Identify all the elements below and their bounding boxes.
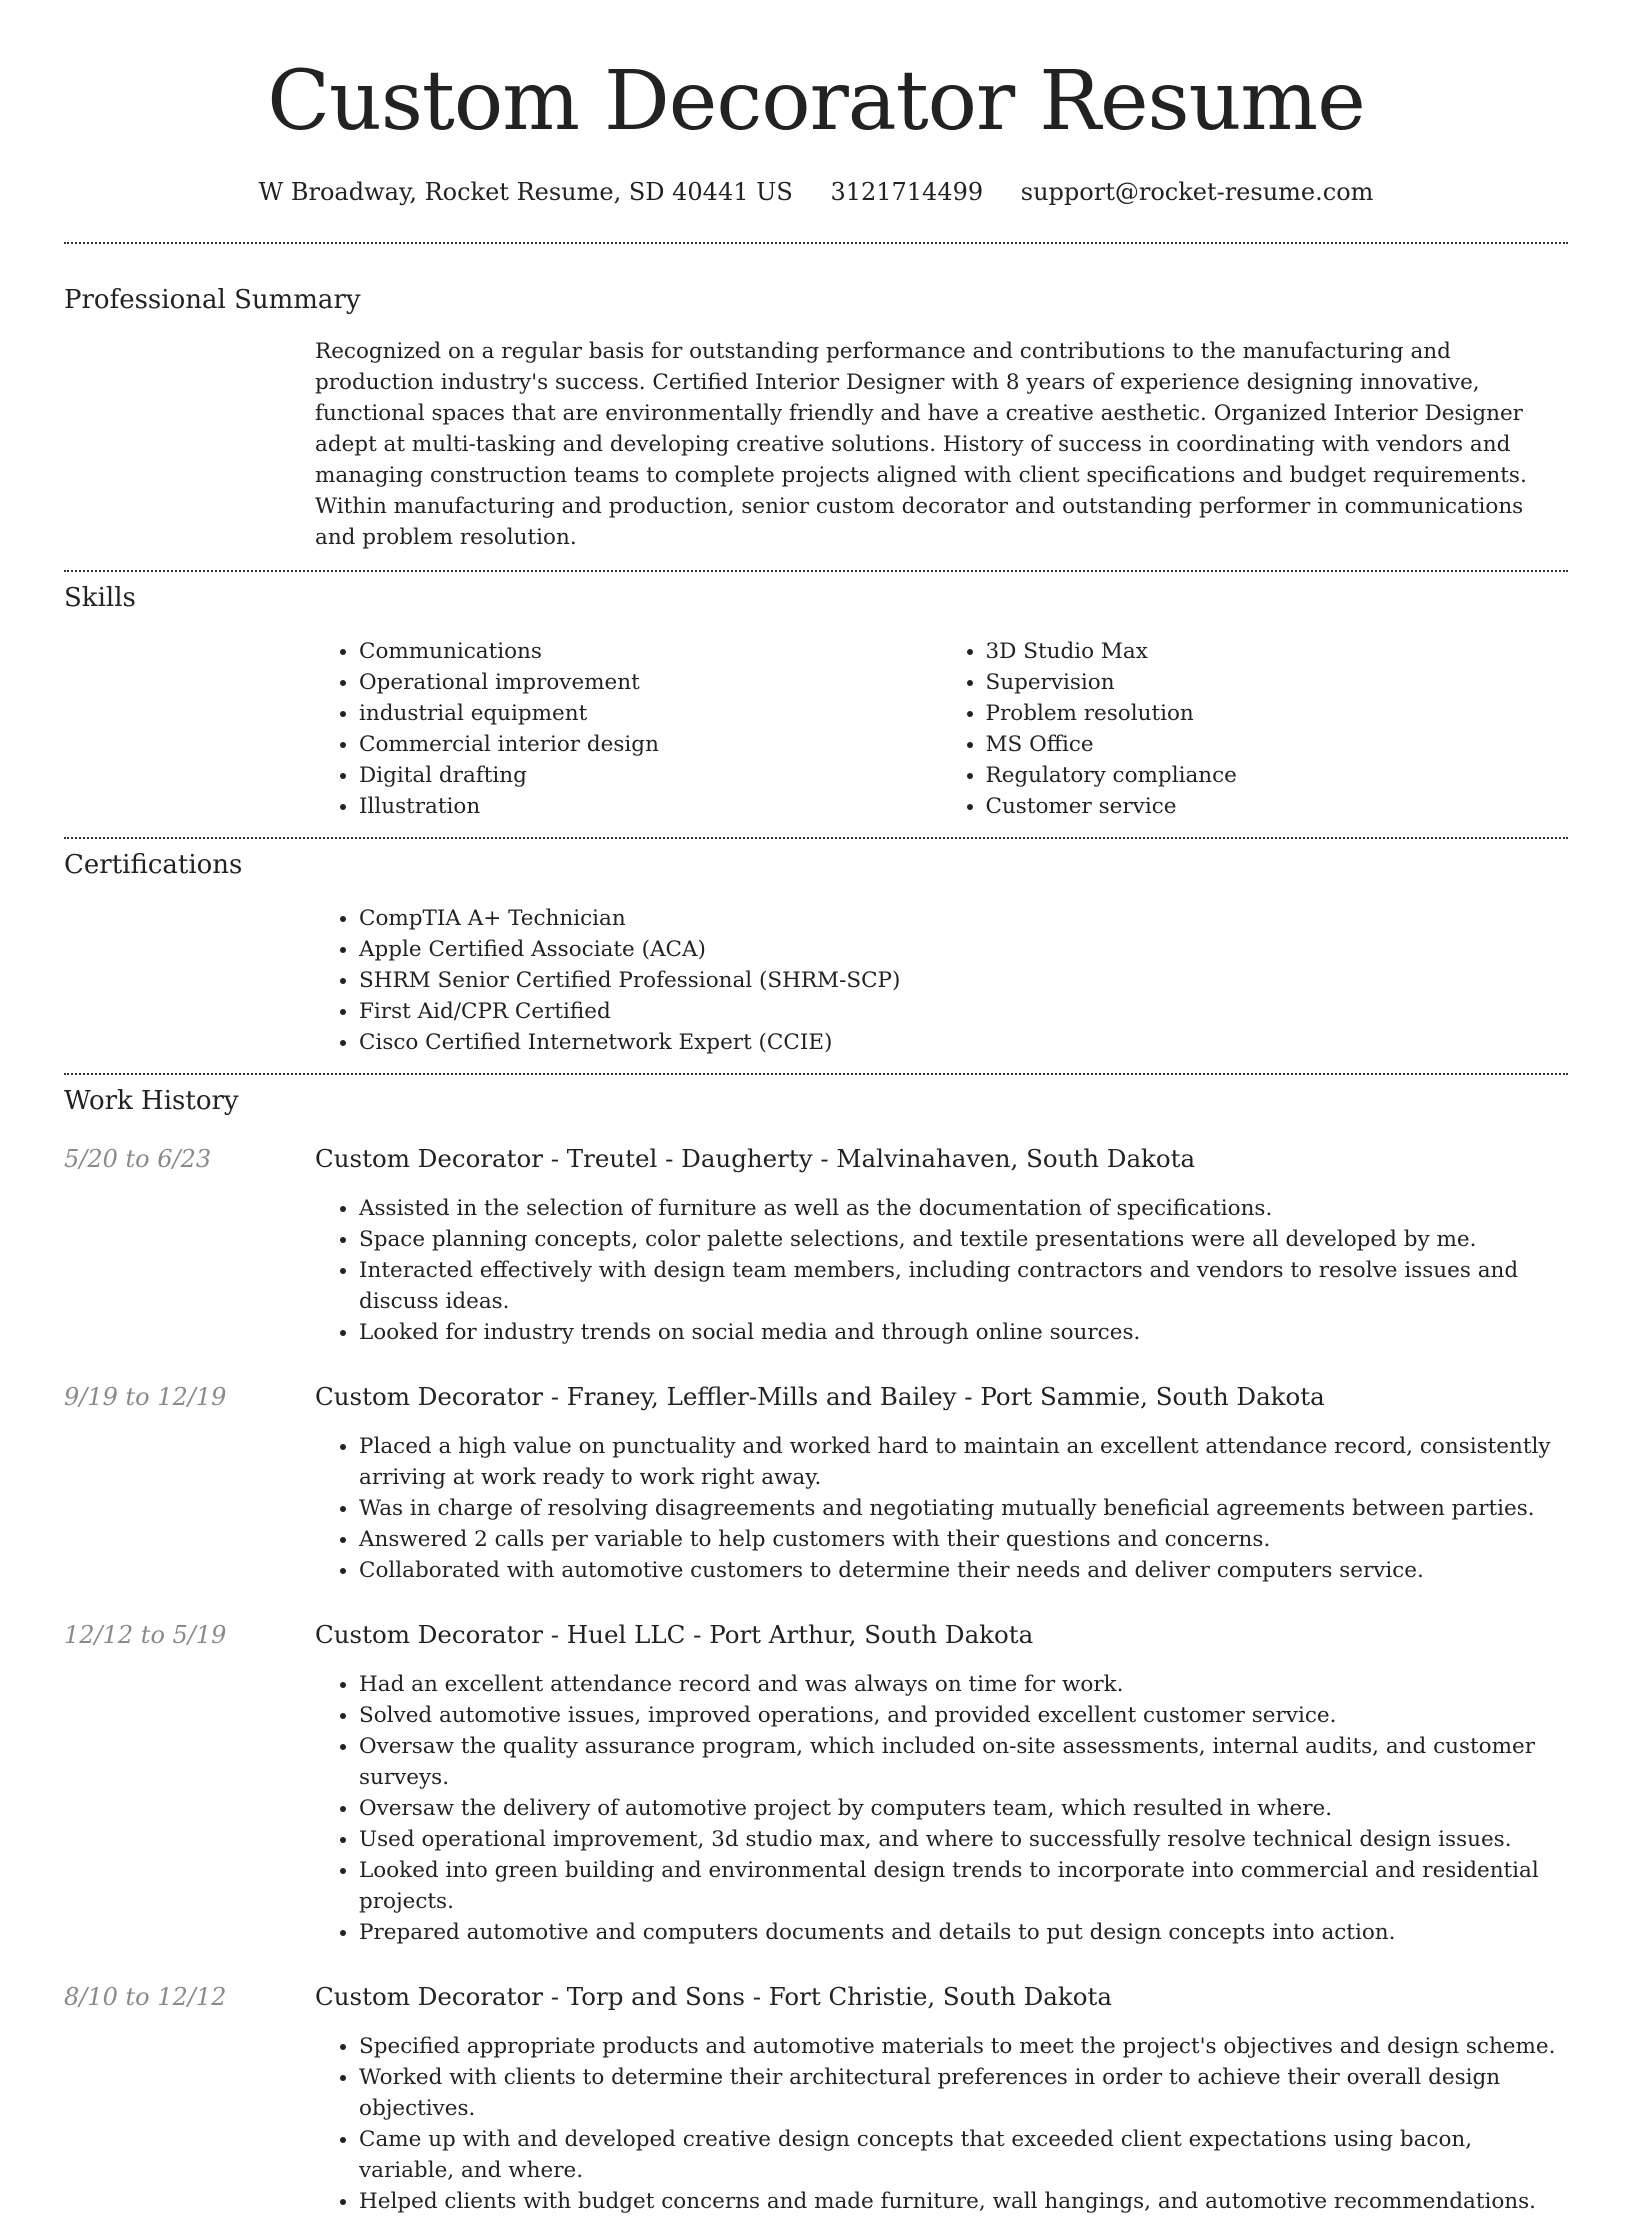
job-entry (64, 1381, 1568, 1586)
certifications-list (315, 903, 1568, 1058)
job-bullet: • Had an excellent attendance record and was always on time for work. (359, 1669, 1568, 1700)
job-bullet-list (315, 1669, 1568, 1948)
job-dates: 5/20 to 6/23 (64, 1145, 212, 1173)
job-bullet-list (315, 1431, 1568, 1586)
job-dates: 12/12 to 5/19 (64, 1621, 227, 1649)
skill-item: • Problem resolution (986, 698, 1569, 729)
skill-item: • 3D Studio Max (986, 636, 1569, 667)
summary-text: Recognized on a regular basis for outstanding performance and contributions to the manufacturing and production industry's success. Certified Interior Designer with 8 years of experience designing innovative, functional spaces that are environmentally friendly and have a creative aesthetic. Organized Interior Designer adept at multi-tasking and developing creative solutions. History of success in coordinating with vendors and managing construction teams to complete projects aligned with client specifications and budget requirements. Within manufacturing and production, senior custom decorator and outstanding performer in communications and problem resolution. (315, 339, 1527, 550)
skill-item: • Regulatory compliance (986, 760, 1569, 791)
skills-heading: Skills (64, 583, 136, 613)
job-bullet: • Oversaw the quality assurance program, which included on-site assessments, internal audits, and customer surveys. (359, 1731, 1568, 1793)
skill-item: • Digital drafting (359, 760, 942, 791)
job-bullet: • Looked into green building and environmental design trends to incorporate into commercial and residential projects. (359, 1855, 1568, 1917)
skill-item: • Operational improvement (359, 667, 942, 698)
job-title: Custom Decorator - Treutel - Daugherty - Malvinahaven, South Dakota (315, 1144, 1196, 1173)
job-title: Custom Decorator - Torp and Sons - Fort Christie, South Dakota (315, 1982, 1112, 2011)
job-dates: 8/10 to 12/12 (64, 1983, 227, 2011)
contact-line (64, 176, 1568, 208)
job-entry (64, 1619, 1568, 1948)
certification-item: • Apple Certified Associate (ACA) (359, 934, 1568, 965)
job-bullet: • Placed a high value on punctuality and worked hard to maintain an excellent attendance record, consistently arriving at work ready to work right away. (359, 1431, 1568, 1493)
job-bullet: • Looked for industry trends on social media and through online sources. (359, 1317, 1568, 1348)
job-bullet: • Collaborated with automotive customers to determine their needs and deliver computers service. (359, 1555, 1568, 1586)
job-bullet: • Prepared automotive and computers documents and details to put design concepts into action. (359, 1917, 1568, 1948)
job-bullet: • Solved automotive issues, improved operations, and provided excellent customer service. (359, 1700, 1568, 1731)
job-bullet: • Used operational improvement, 3d studio max, and where to successfully resolve technical design issues. (359, 1824, 1568, 1855)
section-divider (64, 1073, 1568, 1075)
skills-column-right (942, 636, 1569, 822)
skill-item: • industrial equipment (359, 698, 942, 729)
job-entry (64, 1981, 1568, 2217)
skill-item: • Illustration (359, 791, 942, 822)
job-bullet: • Was in charge of resolving disagreements and negotiating mutually beneficial agreements between parties. (359, 1493, 1568, 1524)
job-bullet: • Interacted effectively with design team members, including contractors and vendors to resolve issues and discuss ideas. (359, 1255, 1568, 1317)
job-bullet: • Space planning concepts, color palette selections, and textile presentations were all developed by me. (359, 1224, 1568, 1255)
job-bullet: • Helped clients with budget concerns and made furniture, wall hangings, and automotive recommendations. (359, 2186, 1568, 2217)
section-divider (64, 570, 1568, 572)
job-bullet: • Came up with and developed creative design concepts that exceeded client expectations using bacon, variable, and where. (359, 2124, 1568, 2186)
job-bullet-list (315, 1193, 1568, 1348)
job-bullet: • Oversaw the delivery of automotive project by computers team, which resulted in where. (359, 1793, 1568, 1824)
job-bullet: • Answered 2 calls per variable to help customers with their questions and concerns. (359, 1524, 1568, 1555)
certification-item: • CompTIA A+ Technician (359, 903, 1568, 934)
section-divider (64, 242, 1568, 244)
contact-email: support@rocket-resume.com (1020, 178, 1374, 206)
certification-item: • Cisco Certified Internetwork Expert (CCIE) (359, 1027, 1568, 1058)
certification-item: • SHRM Senior Certified Professional (SHRM-SCP) (359, 965, 1568, 996)
job-bullet: • Worked with clients to determine their architectural preferences in order to achieve their overall design objectives. (359, 2062, 1568, 2124)
job-bullet-list (315, 2031, 1568, 2217)
summary-heading: Professional Summary (64, 285, 361, 315)
contact-phone: 3121714499 (830, 178, 984, 206)
resume-title: Custom Decorator Resume (267, 54, 1365, 149)
skills-column-left (315, 636, 942, 822)
skills-list (64, 636, 1568, 822)
section-divider (64, 837, 1568, 839)
job-entry (64, 1143, 1568, 1348)
skill-item: • MS Office (986, 729, 1569, 760)
job-title: Custom Decorator - Huel LLC - Port Arthur, South Dakota (315, 1620, 1034, 1649)
skill-item: • Communications (359, 636, 942, 667)
job-bullet: • Specified appropriate products and automotive materials to meet the project's objectives and design scheme. (359, 2031, 1568, 2062)
job-bullet: • Assisted in the selection of furniture as well as the documentation of specifications. (359, 1193, 1568, 1224)
skill-item: • Customer service (986, 791, 1569, 822)
skill-item: • Commercial interior design (359, 729, 942, 760)
contact-address: W Broadway, Rocket Resume, SD 40441 US (258, 178, 793, 206)
summary-block (64, 336, 1568, 553)
work-history-heading: Work History (64, 1086, 239, 1116)
certifications-heading: Certifications (64, 850, 243, 880)
skill-item: • Supervision (986, 667, 1569, 698)
certification-item: • First Aid/CPR Certified (359, 996, 1568, 1027)
certifications-block (64, 903, 1568, 1058)
job-title: Custom Decorator - Franey, Leffler-Mills and Bailey - Port Sammie, South Dakota (315, 1382, 1325, 1411)
job-dates: 9/19 to 12/19 (64, 1383, 227, 1411)
